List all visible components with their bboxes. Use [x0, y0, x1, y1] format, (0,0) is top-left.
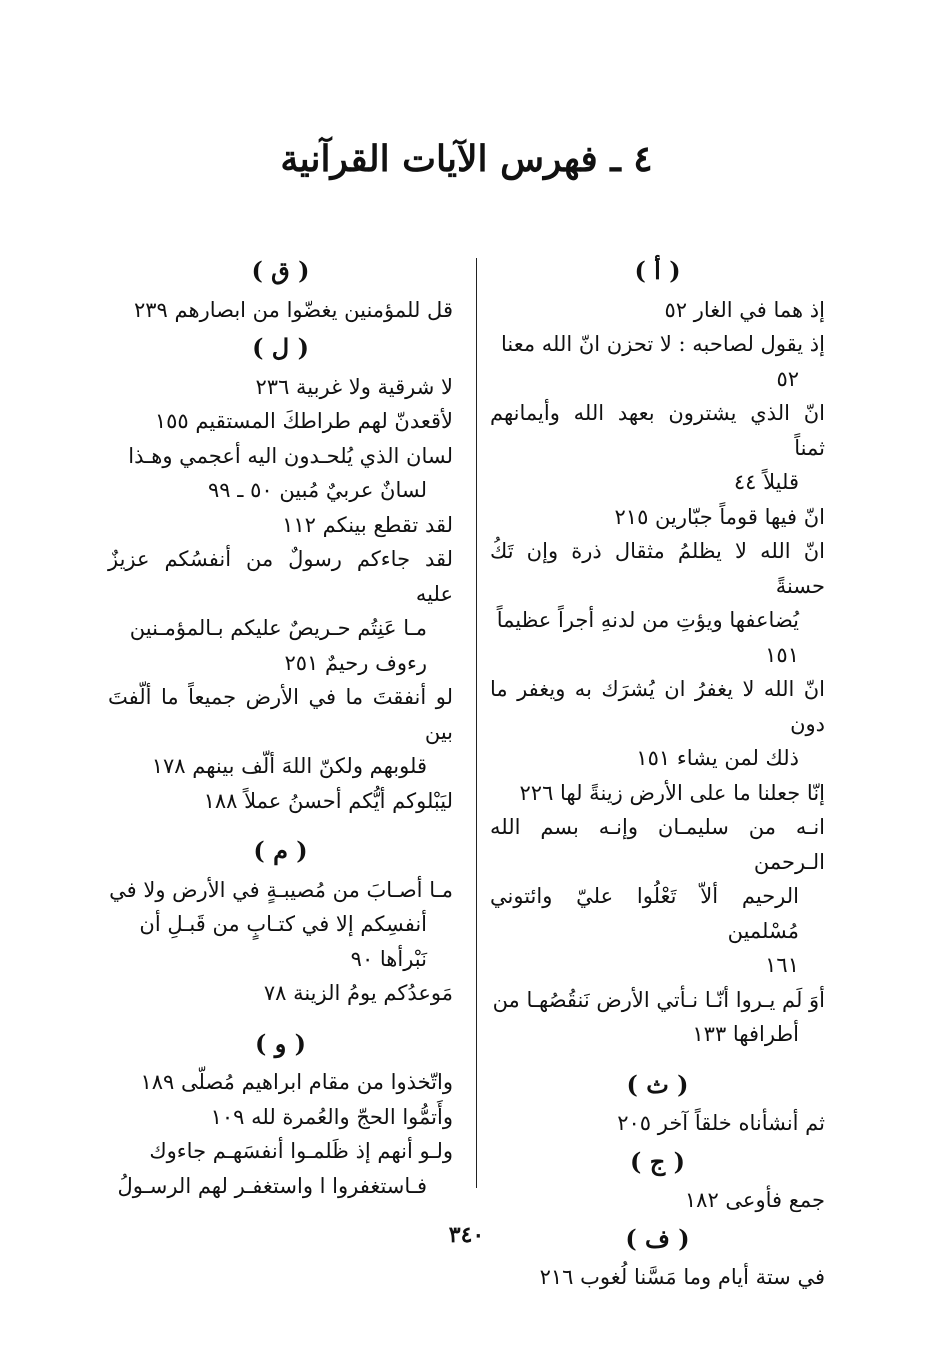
index-entry: مَوعدُكم يومُ الزينة ٧٨ — [263, 981, 453, 1005]
index-entry-continuation: نَبْرأها ٩٠ — [350, 946, 427, 971]
index-entry: في ستة أيام وما مَسَّنا لُغوب ٢١٦ — [539, 1265, 825, 1289]
index-entry-continuation: قلوبهم ولكنّ اللهَ ألّف بينهم ١٧٨ — [151, 754, 427, 778]
right-column — [490, 250, 825, 1295]
index-entry: مـا أصـابَ من مُصيبـةٍ في الأرض ولا في — [109, 877, 453, 902]
index-entry-continuation: قليلاً ٤٤ — [733, 470, 799, 494]
index-entry: ولـو أنهم إذ ظَلمـوا أنفسَهـم جاءوك — [149, 1139, 453, 1163]
index-entry-continuation: يُضاعفها ويؤتِ من لدنهِ أجراً عظيماً — [496, 608, 799, 632]
index-entry: انّ الله لا يظلمُ مثقال ذرة وإن تَكُ حسنةً — [490, 539, 825, 598]
index-entry: انّ الذي يشترون بعهد الله وأيمانهم ثمناً — [490, 401, 825, 460]
index-entry: جمع فأوعى ١٨٢ — [684, 1188, 825, 1212]
index-entry-continuation: الرحيم ألاّ تَعْلُوا عليّ وائتوني مُسْلمين — [490, 884, 799, 943]
index-entry: إنّا جعلنا ما على الأرض زينةً لها ٢٢٦ — [519, 780, 825, 805]
index-entry: وأَتمُّوا الحجّ والعُمرة لله ١٠٩ — [210, 1104, 453, 1129]
left-column — [108, 250, 453, 1203]
section-heading-tha: ( ث ) — [626, 1069, 689, 1099]
index-entry-continuation: ١٥١ — [765, 642, 799, 667]
index-entry-continuation: أطرافها ١٣٣ — [692, 1022, 799, 1046]
index-entry-continuation: لسانٌ عربيٌ مُبين ٥٠ ـ ٩٩ — [208, 478, 427, 502]
index-entry: لقد جاءكم رسولٌ من أنفسُكم عزيزٌ عليه — [108, 547, 453, 606]
page-number: ٣٤٠ — [448, 1222, 485, 1248]
index-entry-continuation: رءوف رحيمٌ ٢٥١ — [284, 650, 427, 675]
index-entry: انّ فيها قوماً جبّارين ٢١٥ — [614, 504, 825, 529]
index-entry: إذ هما في الغار ٥٢ — [664, 297, 825, 322]
index-entry-continuation: فـاستغفروا ا واستغفـر لهم الرسـولُ — [117, 1173, 427, 1198]
index-entry: إذ يقول لصاحبه : لا تحزن انّ الله معنا — [500, 332, 825, 356]
section-heading-lam: ( ل ) — [252, 333, 309, 362]
index-entry-continuation: ١٦١ — [765, 953, 799, 977]
section-heading-mim: ( م ) — [253, 836, 308, 865]
section-heading-waw: ( و ) — [254, 1028, 306, 1058]
section-heading-alif: ( أ ) — [634, 256, 681, 285]
page-title: ٤ ـ فهرس الآيات القرآنية — [280, 138, 653, 180]
index-entry-continuation: ٥٢ — [776, 366, 799, 391]
section-heading-jim: ( ج ) — [630, 1146, 685, 1176]
section-heading-fa: ( ف ) — [625, 1223, 690, 1253]
column-divider — [476, 258, 477, 1188]
section-heading-qaf: ( ق ) — [251, 256, 310, 285]
index-entry-continuation: ذلك لمن يشاء ١٥١ — [636, 746, 799, 770]
index-entry: لو أنفقتَ ما في الأرض جميعاً ما ألّفتَ بين — [108, 685, 453, 744]
index-entry-continuation: مـا عَنِتُم حـريصٌ عليكم بـالمؤمـنين — [129, 616, 427, 640]
index-entry: ليَبْلوكم أيُّكم أحسنُ عملاً ١٨٨ — [203, 788, 453, 813]
index-entry: ثم أنشأناه خلقاً آخر ٢٠٥ — [617, 1111, 825, 1135]
index-entry: لقد تقطع بينكم ١١٢ — [282, 512, 453, 537]
index-entry: لا شرقية ولا غربية ٢٣٦ — [255, 374, 453, 399]
index-entry: لأقعدنّ لهم طراطكَ المستقيم ١٥٥ — [154, 409, 453, 433]
index-entry: أوَ لَم يـروا أنّـا نـأتي الأرض نَنقُصُهـا من — [492, 987, 825, 1012]
index-entry: انـه من سليمـان وإنـه بسم الله الـرحمن — [490, 815, 825, 874]
index-entry: انّ الله لا يغفرُ ان يُشرَك به ويغفر ما دون — [490, 677, 825, 736]
index-entry: قل للمؤمنين يغضّوا من ابصارهم ٢٣٩ — [134, 297, 453, 322]
index-entry: لسان الذي يُلحـدون اليه أعجمي وهـذا — [128, 443, 453, 468]
index-entry: واتّخذوا من مقام ابراهيم مُصلّى ١٨٩ — [140, 1070, 453, 1094]
index-entry-continuation: أنفسِكم إلا في كتـابٍ من قَبـلِ أن — [139, 912, 427, 936]
